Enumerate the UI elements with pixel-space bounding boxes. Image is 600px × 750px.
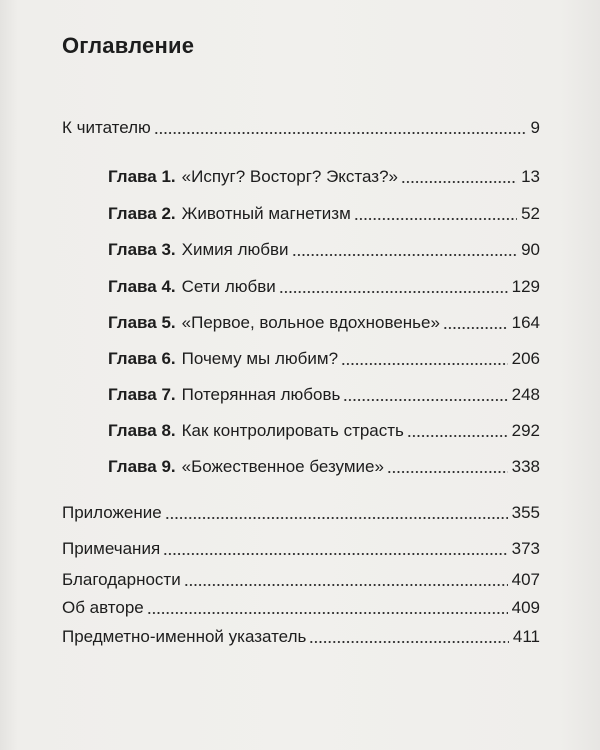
page-number: 338 <box>511 457 540 476</box>
toc-entry-chapter-9 <box>108 455 540 479</box>
toc-entry-chapter-4 <box>108 275 540 299</box>
page-number: 373 <box>511 539 540 558</box>
entry-label: Благодарности <box>62 570 181 589</box>
chapter-number: Глава 4. <box>108 277 176 296</box>
chapter-number: Глава 6. <box>108 349 176 368</box>
dot-leader <box>279 275 508 299</box>
toc-entry-chapter-1 <box>108 165 540 189</box>
page-title: Оглавление <box>62 33 195 58</box>
toc-entry-index <box>62 625 540 649</box>
entry-label: Об авторе <box>62 598 144 617</box>
page-number: 206 <box>511 349 540 368</box>
dot-leader <box>343 383 507 407</box>
toc-entry-acknowledgements <box>62 568 540 592</box>
dot-leader <box>443 311 508 335</box>
toc-entry-notes <box>62 537 540 561</box>
chapter-title: «Испуг? Восторг? Экстаз?» <box>181 167 398 186</box>
chapter-number: Глава 5. <box>108 313 176 332</box>
dot-leader <box>354 202 517 226</box>
dot-leader <box>387 455 508 479</box>
chapter-number: Глава 1. <box>108 167 176 186</box>
page-number: 355 <box>511 503 540 522</box>
dot-leader <box>165 501 508 525</box>
entry-label: Приложение <box>62 503 162 522</box>
dot-leader <box>154 116 527 140</box>
page-number: 411 <box>512 627 540 646</box>
entry-label: Примечания <box>62 539 161 558</box>
chapter-number: Глава 3. <box>108 240 176 259</box>
dot-leader <box>184 568 508 592</box>
chapter-title: Как контролировать страсть <box>181 421 404 440</box>
chapter-title: Сети любви <box>181 277 276 296</box>
entry-label: Предметно-именной указатель <box>62 627 307 646</box>
toc-entry-chapter-2 <box>108 202 540 226</box>
page-number: 292 <box>511 421 540 440</box>
chapter-number: Глава 9. <box>108 457 176 476</box>
chapter-title: «Первое, вольное вдохновенье» <box>181 313 440 332</box>
toc-entry-appendix <box>62 501 540 525</box>
toc-entry-about-author <box>62 596 540 620</box>
chapter-number: Глава 2. <box>108 204 176 223</box>
dot-leader <box>401 165 517 189</box>
page-number: 9 <box>530 118 540 137</box>
page-number: 90 <box>521 240 540 259</box>
chapter-title: Животный магнетизм <box>181 204 351 223</box>
chapter-number: Глава 8. <box>108 421 176 440</box>
chapter-number: Глава 7. <box>108 385 176 404</box>
dot-leader <box>292 238 518 262</box>
toc-entry-chapter-8 <box>108 419 540 443</box>
dot-leader <box>309 625 509 649</box>
toc-entry-chapter-3 <box>108 238 540 262</box>
page-number: 52 <box>521 204 540 223</box>
chapter-title: Химия любви <box>181 240 289 259</box>
toc-entry-chapter-5 <box>108 311 540 335</box>
page-number: 409 <box>511 598 540 617</box>
page-number: 13 <box>521 167 540 186</box>
page-number: 407 <box>511 570 540 589</box>
chapter-title: Почему мы любим? <box>181 349 339 368</box>
page-number: 129 <box>511 277 540 296</box>
toc-entry-to-reader <box>62 116 540 140</box>
page-number: 248 <box>511 385 540 404</box>
dot-leader <box>341 347 508 371</box>
toc-entry-chapter-7 <box>108 383 540 407</box>
chapter-title: Потерянная любовь <box>181 385 341 404</box>
dot-leader <box>147 596 508 620</box>
page-number: 164 <box>511 313 540 332</box>
entry-label: К читателю <box>62 118 151 137</box>
dot-leader <box>163 537 507 561</box>
dot-leader <box>407 419 508 443</box>
chapter-title: «Божественное безумие» <box>181 457 384 476</box>
toc-entry-chapter-6 <box>108 347 540 371</box>
